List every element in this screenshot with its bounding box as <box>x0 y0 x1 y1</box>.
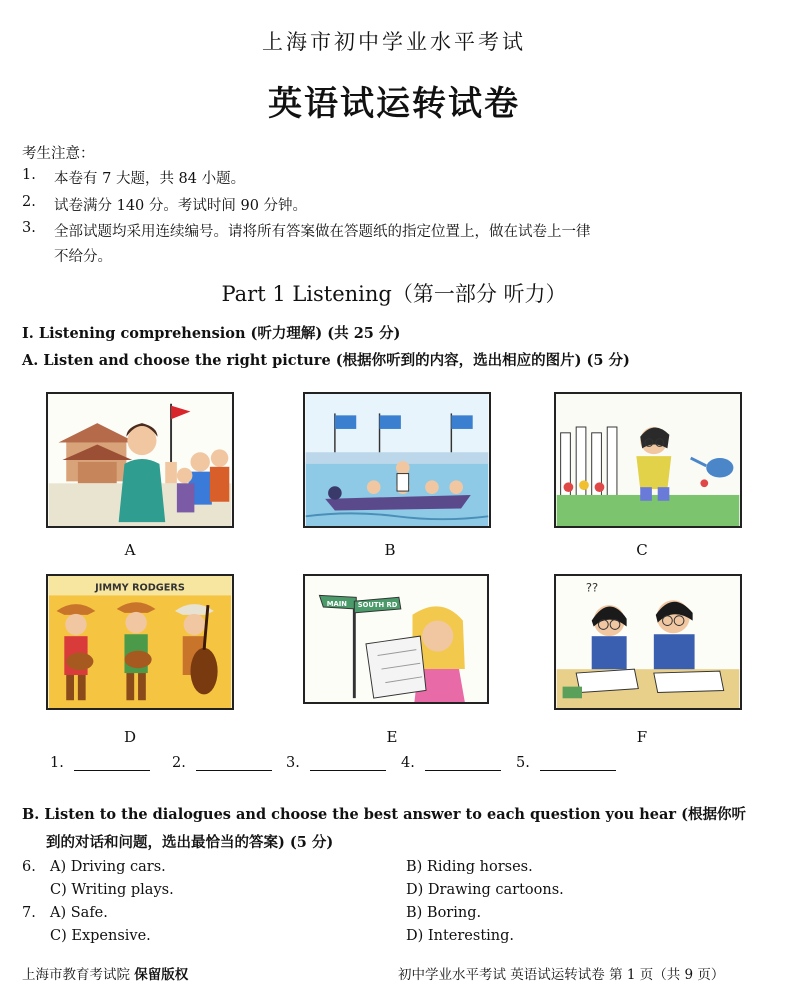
option-c[interactable]: C) Writing plays. <box>50 882 174 898</box>
picture-d-frame <box>46 574 234 710</box>
picture-b-frame <box>303 392 491 528</box>
option-b[interactable]: B) Boring. <box>406 905 482 921</box>
picture-a-frame <box>46 392 234 528</box>
section-i-heading: I. Listening comprehension (听力理解) (共 25 分) <box>22 325 401 342</box>
blank-number: 4. <box>401 755 415 771</box>
section-b-heading-cont: 到的对话和问题，选出最恰当的答案) (5 分) <box>46 834 334 851</box>
notice-item-text: 全部试题均采用连续编号。请将所有答案做在答题纸的指定位置上，做在试卷上一律 <box>54 224 591 240</box>
blank-number: 3. <box>286 755 300 771</box>
band-sign-text: JIMMY RODGERS <box>95 582 185 594</box>
blank-line[interactable] <box>310 757 386 771</box>
option-b[interactable]: B) Riding horses. <box>406 859 533 875</box>
notice-item-num: 1. <box>22 167 36 183</box>
option-c[interactable]: C) Expensive. <box>50 928 151 944</box>
notice-item-num: 3. <box>22 220 36 236</box>
blank-line[interactable] <box>540 757 616 771</box>
notice-item-continuation: 不给分。 <box>54 249 112 265</box>
blank-line[interactable] <box>425 757 501 771</box>
picture-label: D <box>123 728 137 746</box>
notice-item-text: 试卷满分 140 分。考试时间 90 分钟。 <box>54 198 308 214</box>
option-a[interactable]: A) Driving cars. <box>50 859 166 875</box>
notice-item-num: 2. <box>22 194 36 210</box>
section-a-heading: A. Listen and choose the right picture (根据你听到的内容，选出相应的图片) (5 分) <box>22 352 630 369</box>
footer-page-info: 初中学业水平考试 英语试运转试卷 第 1 页（共 9 页） <box>398 967 725 983</box>
picture-e-frame <box>303 574 489 704</box>
picture-c-frame <box>554 392 742 528</box>
question-number: 7. <box>22 905 36 921</box>
blank-line[interactable] <box>196 757 272 771</box>
exam-title: 英语试运转试卷 <box>268 84 520 124</box>
picture-label: E <box>386 728 398 746</box>
option-a[interactable]: A) Safe. <box>50 905 108 921</box>
gardening-illustration <box>556 394 740 526</box>
blank-number: 1. <box>50 755 64 771</box>
studying-illustration <box>556 576 740 708</box>
notice-heading: 考生注意： <box>22 146 95 162</box>
notice-item-text: 本卷有 7 大题，共 84 小题。 <box>54 171 246 187</box>
blank-number: 2. <box>172 755 186 771</box>
dragon-boat-illustration <box>305 394 489 526</box>
option-d[interactable]: D) Drawing cartoons. <box>406 882 564 898</box>
tour-guide-illustration <box>48 394 232 526</box>
picture-label: B <box>384 541 396 559</box>
exam-subtitle: 上海市初中学业水平考试 <box>262 30 526 54</box>
answer-blank[interactable] <box>516 755 616 771</box>
part-heading: Part 1 Listening（第一部分 听力） <box>221 282 567 306</box>
answer-blank[interactable] <box>286 755 386 771</box>
street-sign-text: SOUTH RD <box>357 601 398 610</box>
footer-left <box>22 963 188 983</box>
picture-label: C <box>636 541 648 559</box>
footer-copyright: 保留版权 <box>134 967 189 983</box>
blank-number: 5. <box>516 755 530 771</box>
map-reading-illustration <box>305 576 487 702</box>
question-number: 6. <box>22 859 36 875</box>
answer-blank[interactable] <box>401 755 501 771</box>
picture-f-frame <box>554 574 742 710</box>
option-d[interactable]: D) Interesting. <box>406 928 515 944</box>
question-marks-text: ?? <box>585 580 599 595</box>
blank-line[interactable] <box>74 757 150 771</box>
answer-blank[interactable] <box>50 755 150 771</box>
section-b-heading: B. Listen to the dialogues and choose the best answer to each question you hear (根据你听 <box>22 806 746 823</box>
answer-blank[interactable] <box>172 755 272 771</box>
street-sign-text: MAIN <box>326 600 347 609</box>
footer-publisher: 上海市教育考试院 <box>22 967 130 983</box>
picture-label: A <box>124 541 136 559</box>
band-illustration <box>48 576 232 708</box>
picture-label: F <box>636 728 648 746</box>
